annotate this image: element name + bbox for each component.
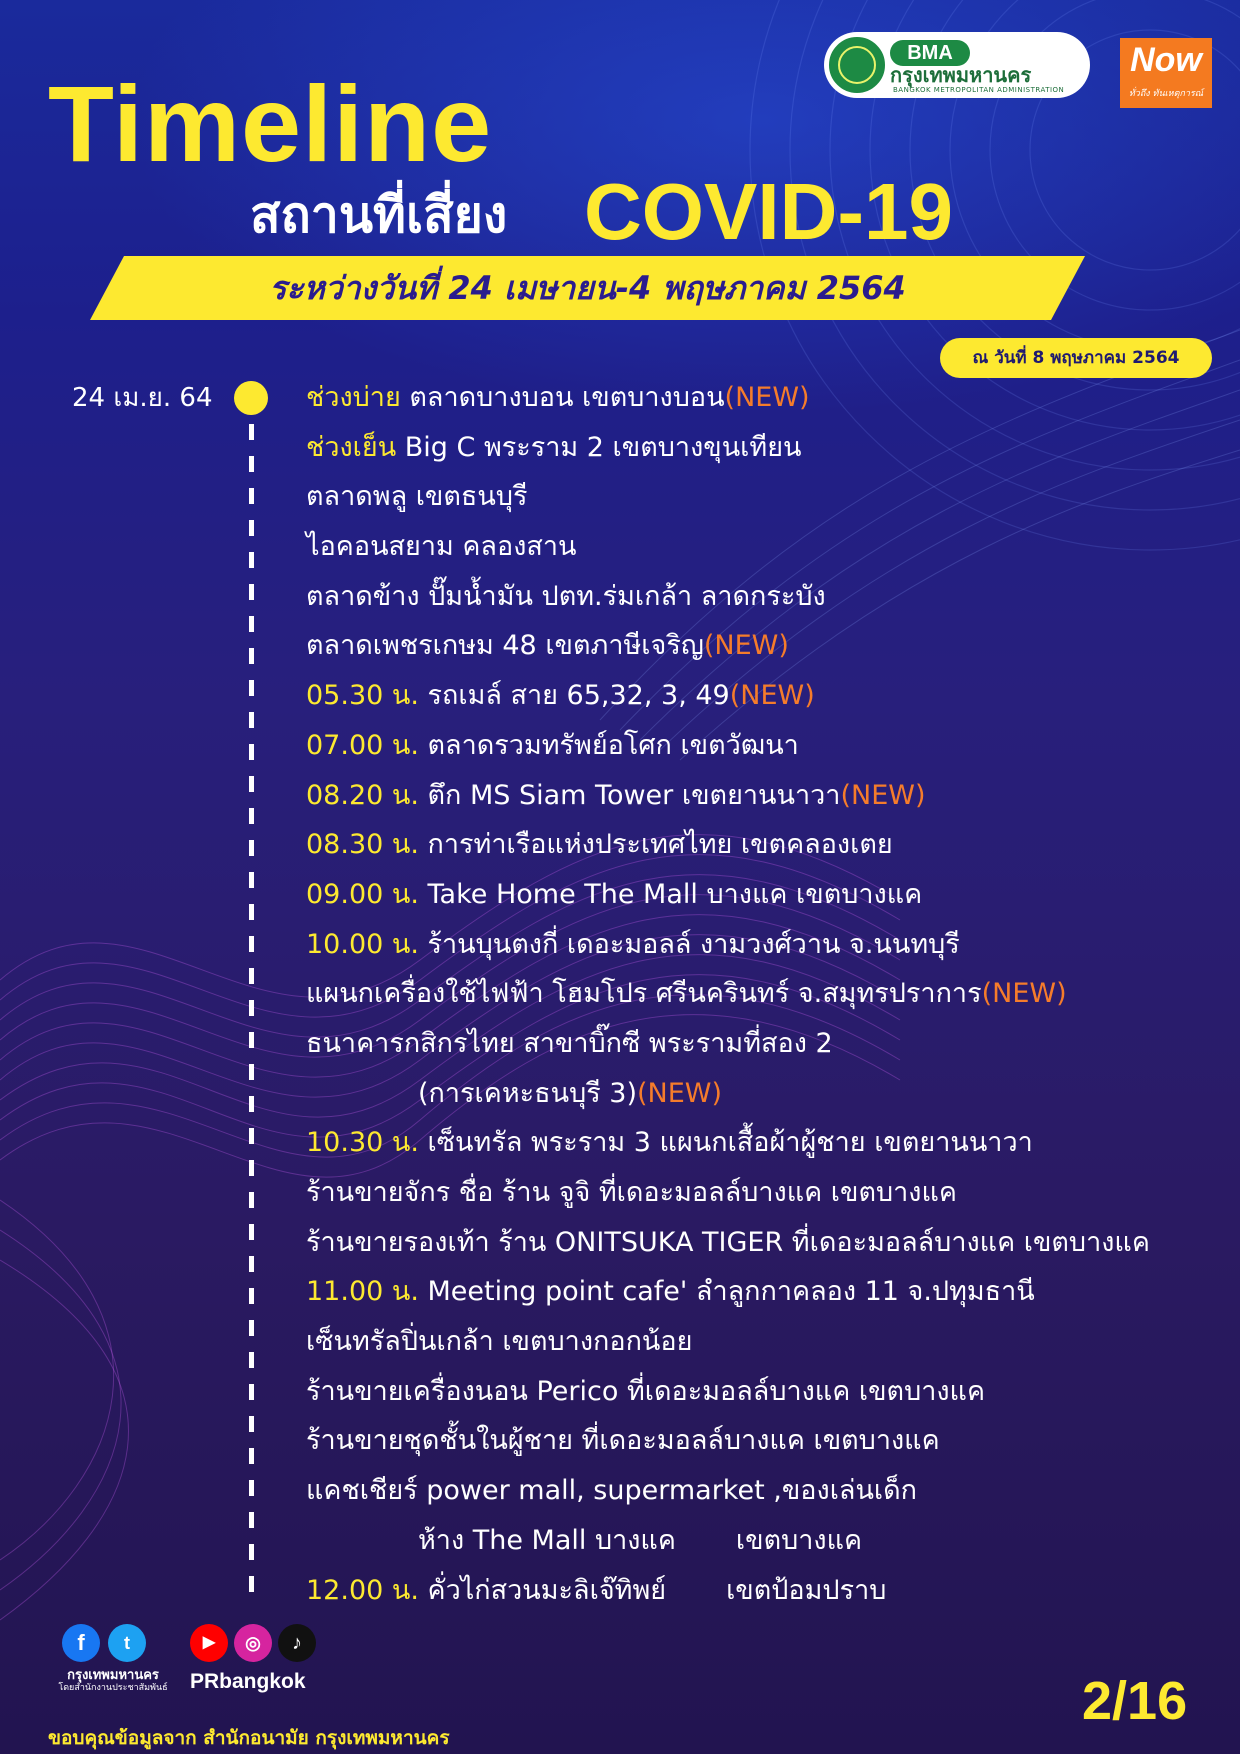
entry-place: ห้าง The Mall บางแค [418, 1524, 676, 1556]
new-tag: (NEW) [703, 630, 789, 662]
entry-place: ตลาดบางบอน เขตบางบอน [400, 382, 725, 413]
facebook-org-name: กรุงเทพมหานคร [67, 1668, 159, 1683]
entry-place: ร้านขายจักร ชื่อ ร้าน จูจิ ที่เดอะมอลล์บางแค เขตบางแค [306, 1177, 957, 1208]
timeline-entry [306, 925, 1226, 975]
entry-time: 11.00 น. [306, 1276, 419, 1308]
timeline-entry [306, 726, 1226, 776]
entry-place: แผนกเครื่องใช้ไฟฟ้า โฮมโปร ศรีนครินทร์ จ.สมุทรปราการ [306, 978, 982, 1010]
bma-seal-inner [838, 46, 876, 84]
entry-place: Big C พระราม 2 เขตบางขุนเทียน [396, 431, 802, 463]
date-range-text: ระหว่างวันที่ 24 เมษายน-4 พฤษภาคม 2564 [269, 269, 906, 307]
timeline-entry [306, 1372, 1226, 1422]
entry-place: การท่าเรือแห่งประเทศไทย เขตคลองเตย [418, 829, 893, 861]
entry-time: 10.30 น. [306, 1127, 419, 1159]
timeline-entry [306, 527, 1226, 577]
timeline-entry [306, 1123, 1226, 1173]
new-tag: (NEW) [981, 978, 1067, 1010]
new-tag: (NEW) [724, 382, 810, 413]
timeline-entry [306, 1272, 1226, 1322]
timeline-dot-icon [234, 381, 268, 415]
social-handle: PRbangkok [190, 1670, 306, 1693]
entry-place: Take Home The Mall บางแค เขตบางแค [418, 878, 923, 910]
timeline-entry [306, 428, 1226, 478]
subtitle-covid: COVID-19 [584, 167, 953, 256]
data-credit: ขอบคุณข้อมูลจาก สำนักอนามัย กรุงเทพมหานคร [48, 1727, 450, 1749]
entry-place: ไอคอนสยาม คลองสาน [306, 531, 577, 563]
entry-place: ร้านบุนตงกี่ เดอะมอลล์ งามวงศ์วาน จ.นนทบุรี [418, 928, 960, 960]
timeline-entry [306, 1471, 1226, 1521]
timeline-entry [306, 577, 1226, 627]
social-block: f t กรุงเทพมหานคร โดยสำนักงานประชาสัมพันธ์ [62, 1624, 172, 1714]
entry-time: 05.30 น. [306, 680, 419, 712]
timeline-entry [306, 1322, 1226, 1372]
entry-place: ตลาดข้าง ปั๊มน้ำมัน ปตท.ร่มเกล้า ลาดกระบัง [306, 580, 826, 612]
entry-time: ช่วงเย็น [306, 431, 397, 463]
entry-place: เซ็นทรัล พระราม 3 แผนกเสื้อผ้าผู้ชาย เขตยานนาวา [418, 1127, 1033, 1159]
page-title: Timeline [48, 63, 493, 184]
entry-time: 12.00 น. [306, 1574, 419, 1606]
timeline-entry [306, 776, 1226, 826]
entry-time: 09.00 น. [306, 878, 419, 910]
entry-place: ร้านขายชุดชั้นในผู้ชาย ที่เดอะมอลล์บางแค เขตบางแค [306, 1425, 940, 1457]
entry-place: (การเคหะธนบุรี 3) [418, 1077, 638, 1109]
entry-time: ช่วงบ่าย [306, 382, 401, 413]
bma-tag: BMA [890, 40, 970, 66]
entry-place: ตลาดเพชรเกษม 48 เขตภาษีเจริญ [306, 630, 704, 662]
entry-time: 08.20 น. [306, 779, 419, 811]
timeline-entry [306, 477, 1226, 527]
entry-district: เขตบางแค [735, 1524, 863, 1556]
new-tag: (NEW) [840, 779, 926, 811]
timeline-entry [306, 626, 1226, 676]
timeline-entry [306, 1024, 1226, 1074]
new-tag: (NEW) [637, 1077, 723, 1109]
entry-place: Meeting point cafe' ลำลูกกาคลอง 11 จ.ปทุมธานี [418, 1276, 1035, 1308]
timeline-entry [306, 676, 1226, 726]
timeline-entry [306, 1074, 1226, 1124]
entry-place: ร้านขายรองเท้า ร้าน ONITSUKA TIGER ที่เดอะมอลล์บางแค เขตบางแค [306, 1226, 1150, 1258]
entry-place: ร้านขายเครื่องนอน Perico ที่เดอะมอลล์บางแค เขตบางแค [306, 1375, 986, 1407]
timeline-entries [306, 378, 1226, 1620]
entry-place: ตลาดรวมทรัพย์อโศก เขตวัฒนา [418, 729, 799, 761]
entry-district: เขตป้อมปราบ [726, 1574, 887, 1606]
now-logo-sub: ทั่วถึง ทันเหตุการณ์ [1128, 89, 1204, 99]
timeline-entry [306, 378, 1226, 428]
entry-place: รถเมล์ สาย 65,32, 3, 49 [418, 680, 730, 712]
timeline-entry [306, 974, 1226, 1024]
entry-place: ธนาคารกสิกรไทย สาขาบิ๊กซี พระรามที่สอง 2 [306, 1027, 833, 1059]
entry-time: 07.00 น. [306, 729, 419, 761]
timeline-entry [306, 875, 1226, 925]
timeline-entry [306, 1223, 1226, 1273]
entry-place: แคชเชียร์ power mall, supermarket ,ของเล่นเด็ก [306, 1475, 918, 1507]
entry-place: ตลาดพลู เขตธนบุรี [306, 481, 528, 513]
timeline-entry [306, 1421, 1226, 1471]
page-number: 2/16 [1082, 1671, 1188, 1731]
subtitle-thai: สถานที่เสี่ยง [250, 186, 508, 244]
entry-place: คั่วไก่สวนมะลิเจ๊ทิพย์ [418, 1574, 667, 1606]
now-logo-text: Now [1130, 41, 1202, 79]
timeline-entry [306, 1571, 1226, 1621]
facebook-org-sub: โดยสำนักงานประชาสัมพันธ์ [58, 1683, 168, 1693]
timeline-entry [306, 1521, 1226, 1571]
entry-place: ตึก MS Siam Tower เขตยานนาวา [418, 779, 841, 811]
entry-place: เซ็นทรัลปิ่นเกล้า เขตบางกอกน้อย [306, 1326, 693, 1358]
timeline-dashed-line [249, 424, 254, 1592]
entry-time: 10.00 น. [306, 928, 419, 960]
timeline-entry [306, 1173, 1226, 1223]
bma-name-thai: กรุงเทพมหานคร [890, 63, 1032, 87]
new-tag: (NEW) [729, 680, 815, 712]
entry-time: 08.30 น. [306, 829, 419, 861]
timeline-day-label: 24 เม.ย. 64 [72, 383, 213, 413]
timeline-entry [306, 825, 1226, 875]
bma-name-english: BANGKOK METROPOLITAN ADMINISTRATION [893, 86, 1065, 94]
as-of-date-badge: ณ วันที่ 8 พฤษภาคม 2564 [940, 338, 1212, 378]
